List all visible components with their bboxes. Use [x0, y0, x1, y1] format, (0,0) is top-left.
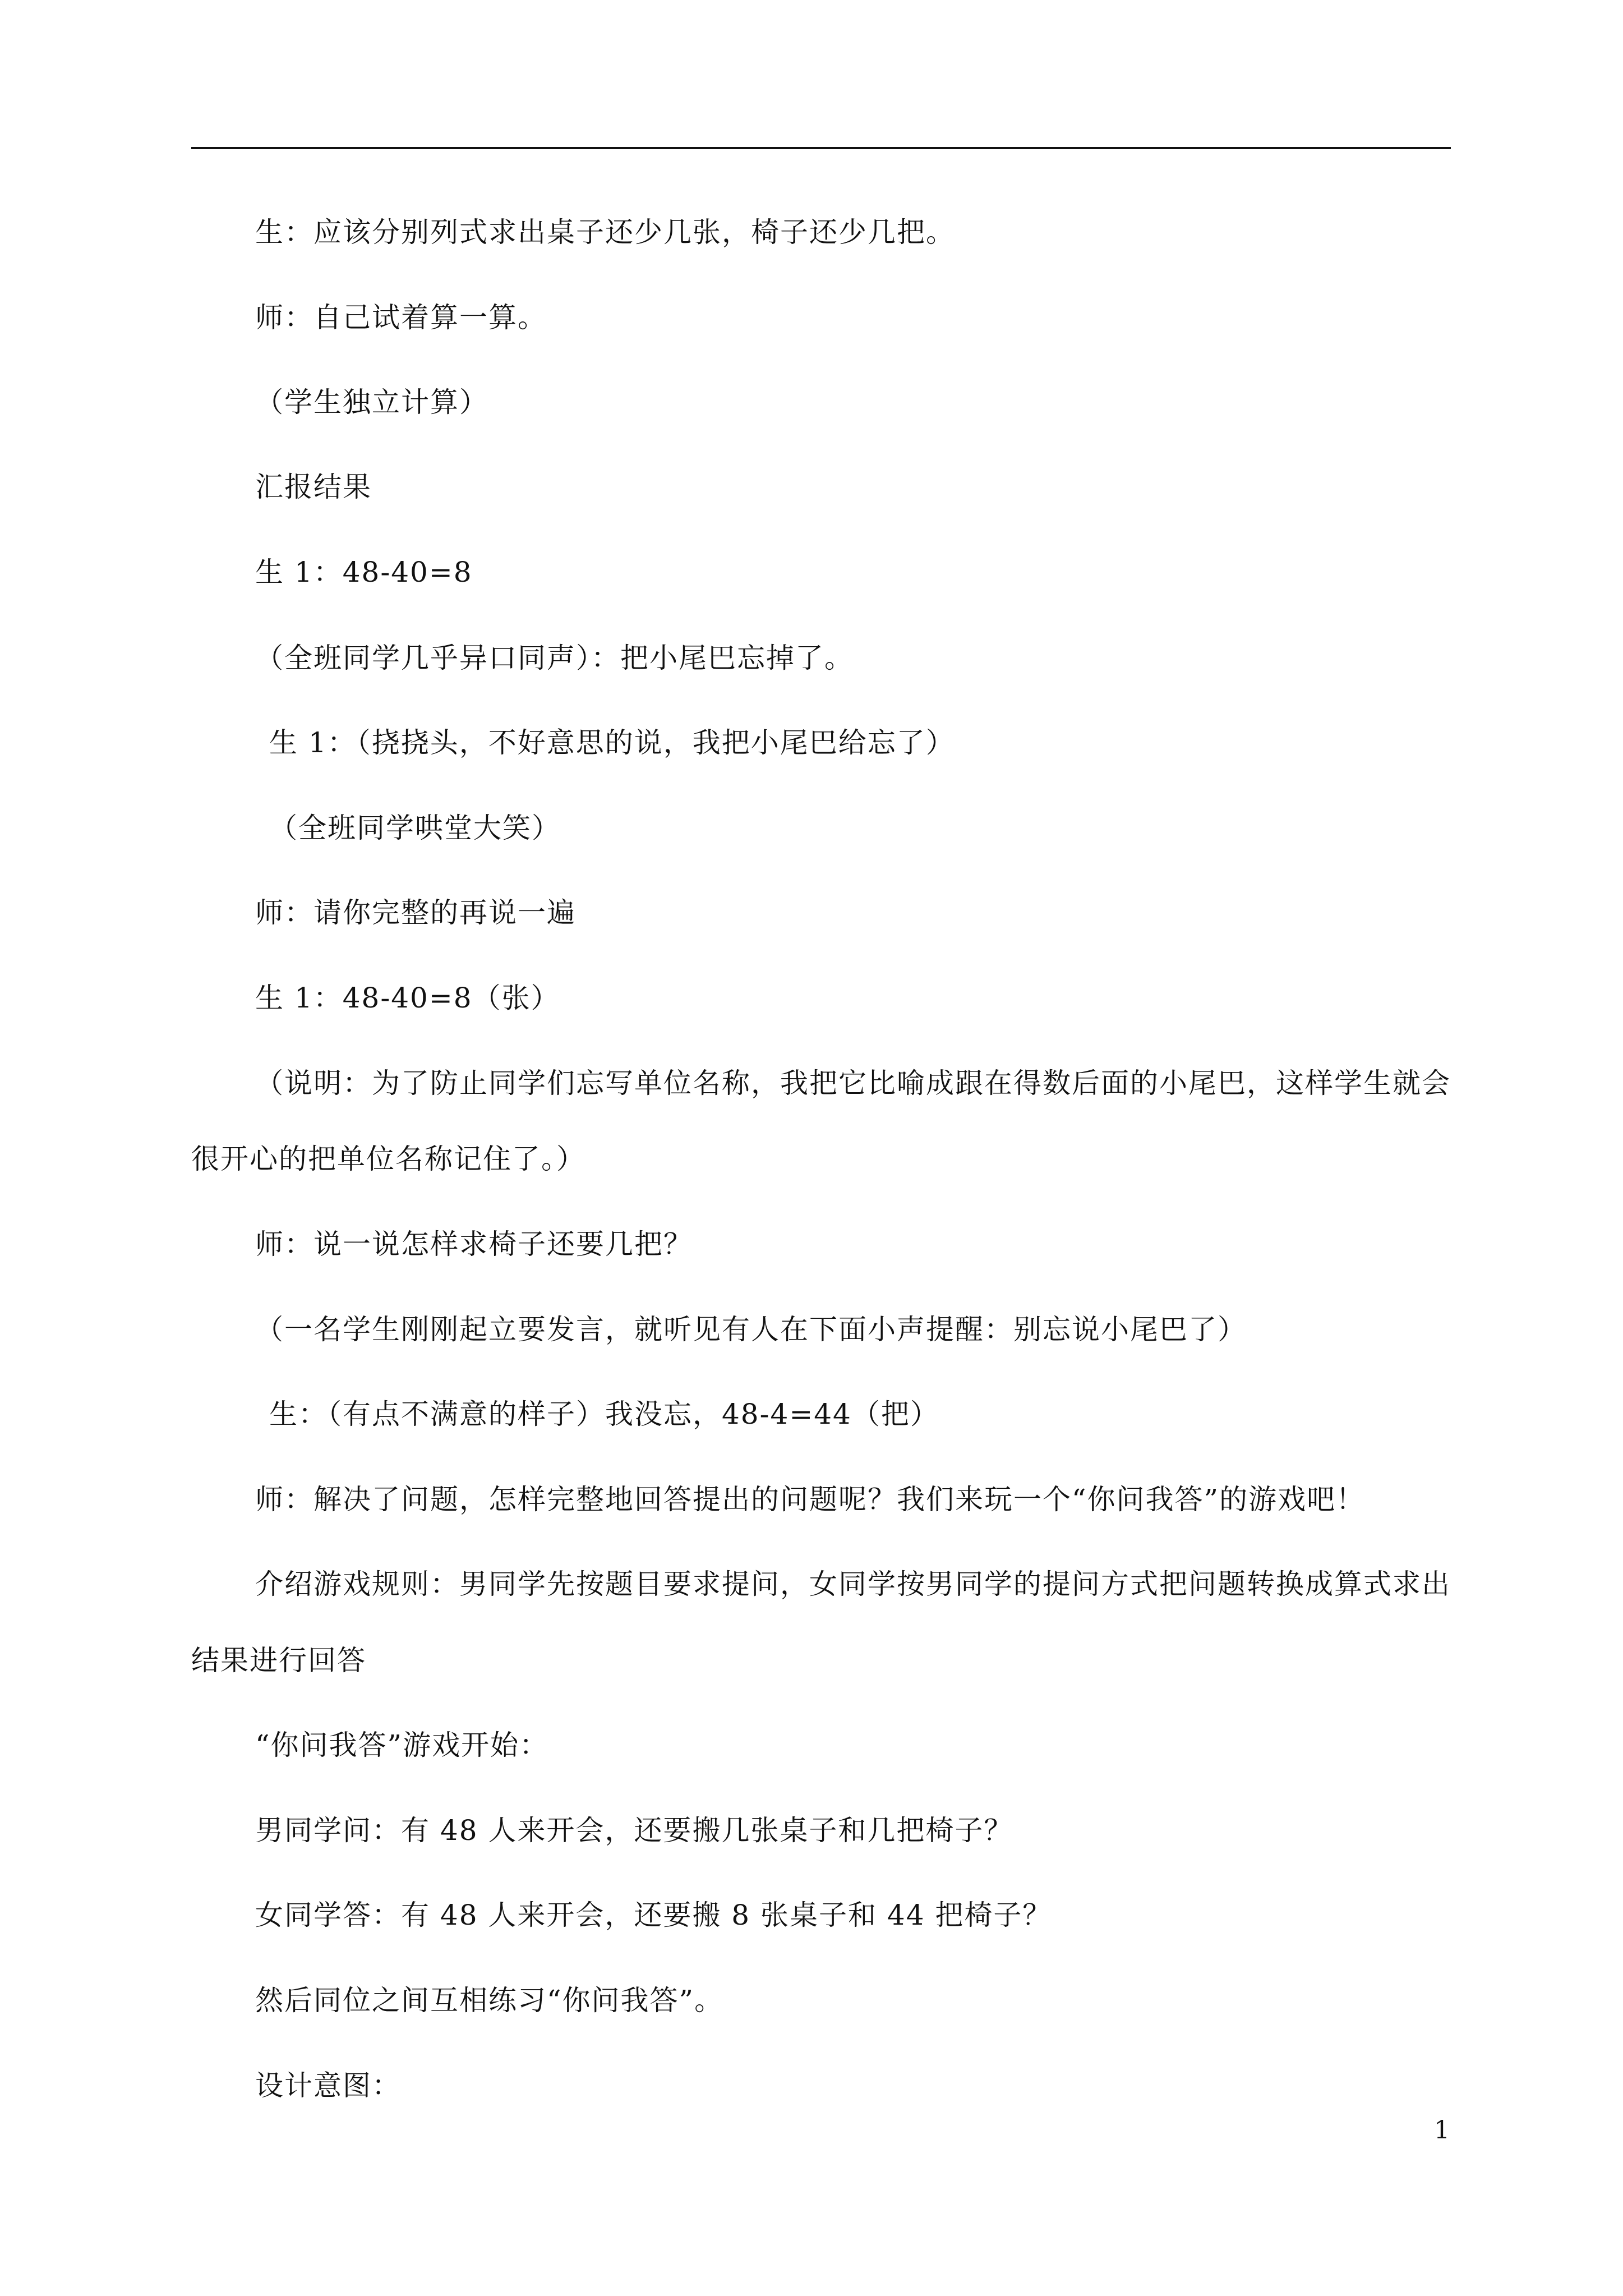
- paragraph-line: 介绍游戏规则：男同学先按题目要求提问，女同学按男同学的提问方式把问题转换成算式求出: [255, 1568, 1451, 1600]
- paragraph-line: 汇报结果: [255, 471, 372, 503]
- paragraph-line: 师：解决了问题，怎样完整地回答提出的问题呢？我们来玩一个“你问我答”的游戏吧！: [255, 1483, 1366, 1516]
- paragraph-line: 生：应该分别列式求出桌子还少几张，椅子还少几把。: [255, 216, 955, 249]
- paragraph-line: 师：请你完整的再说一遍: [255, 896, 576, 929]
- paragraph-line: 师：说一说怎样求椅子还要几把？: [255, 1228, 693, 1260]
- paragraph-line: （全班同学哄堂大笑）: [269, 812, 561, 844]
- paragraph-line: 男同学问：有 48 人来开会，还要搬几张桌子和几把椅子？: [255, 1814, 1013, 1847]
- page-number: 1: [1434, 2116, 1450, 2145]
- paragraph-line: （学生独立计算）: [255, 386, 488, 418]
- paragraph-line: （一名学生刚刚起立要发言，就听见有人在下面小声提醒：别忘说小尾巴了）: [255, 1313, 1247, 1346]
- paragraph-line: 师：自己试着算一算。: [255, 301, 547, 334]
- paragraph-line: （说明：为了防止同学们忘写单位名称，我把它比喻成跟在得数后面的小尾巴，这样学生就会: [255, 1067, 1451, 1099]
- paragraph-line: 很开心的把单位名称记住了。）: [191, 1143, 585, 1175]
- paragraph-line: 生 1：48-40=8（张）: [255, 982, 560, 1014]
- paragraph-line: （全班同学几乎异口同声）：把小尾巴忘掉了。: [255, 642, 854, 674]
- paragraph-line: 然后同位之间互相练习“你问我答”。: [255, 1984, 724, 2017]
- paragraph-line: 女同学答：有 48 人来开会，还要搬 8 张桌子和 44 把椅子？: [255, 1899, 1052, 1931]
- paragraph-line: 生 1：（挠挠头，不好意思的说，我把小尾巴给忘了）: [269, 726, 955, 759]
- header-rule: [191, 147, 1451, 149]
- paragraph-line: “你问我答”游戏开始：: [255, 1729, 549, 1761]
- paragraph-line: 生 1：48-40=8: [255, 556, 473, 588]
- paragraph-line: 设计意图：: [255, 2069, 401, 2102]
- paragraph-line: 生：（有点不满意的样子）我没忘，48-4=44（把）: [269, 1398, 939, 1430]
- paragraph-line: 结果进行回答: [191, 1644, 366, 1677]
